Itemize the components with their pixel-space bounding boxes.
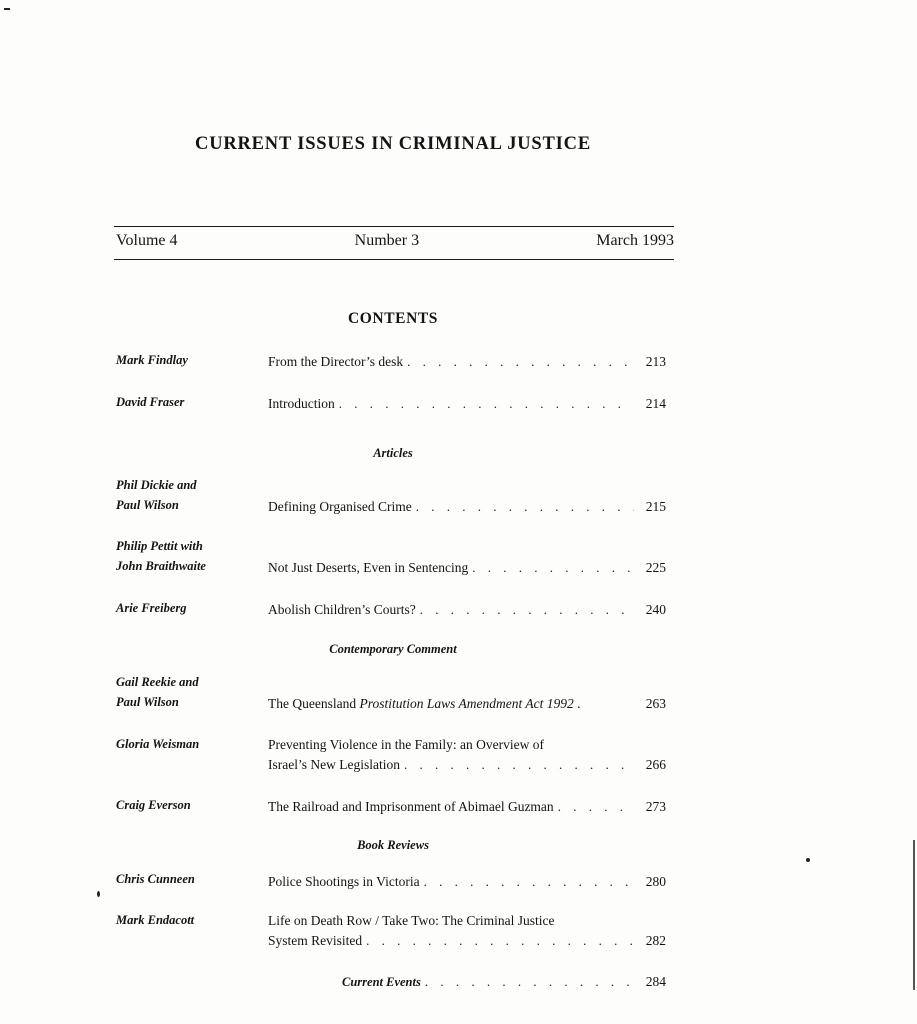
current-events-page: 284 [645, 974, 666, 989]
author-david-fraser: David Fraser [116, 395, 185, 409]
author-line: Philip Pettit with [116, 539, 203, 553]
journal-title: CURRENT ISSUES IN CRIMINAL JUSTICE [195, 134, 591, 154]
entry-page: 273 [645, 799, 666, 814]
entry-page: 215 [645, 499, 666, 514]
section-heading-book-reviews: Book Reviews [357, 838, 429, 852]
contents-heading: CONTENTS [347, 310, 439, 327]
toc-entry [268, 394, 666, 414]
author-line: Phil Dickie and [116, 478, 197, 492]
author-chris-cunneen: Chris Cunneen [116, 872, 195, 886]
scan-speck [97, 891, 100, 897]
entry-page: 225 [645, 560, 666, 575]
entry-title-line: Life on Death Row / Take Two: The Criminal Justice [268, 913, 555, 928]
scan-speck [806, 858, 810, 862]
entry-title: Introduction [268, 396, 335, 411]
toc-entry [268, 497, 666, 517]
entry-page: 266 [645, 757, 666, 772]
entry-title: From the Director’s desk [268, 354, 404, 369]
toc-entry [268, 735, 666, 775]
toc-entry [268, 558, 666, 578]
scan-edge-mark [913, 840, 915, 990]
current-events-label: Current Events [342, 975, 421, 989]
author-gloria-weisman: Gloria Weisman [116, 737, 200, 751]
leader-dots [339, 394, 634, 414]
leader-dots [424, 872, 634, 892]
author-line: Gail Reekie and [116, 675, 199, 689]
entry-title: Abolish Children’s Courts? [268, 602, 416, 617]
entry-title: Defining Organised Crime [268, 499, 412, 514]
leader-dots [558, 797, 634, 817]
toc-entry [268, 600, 666, 620]
leader-dots [407, 352, 634, 372]
header-top-rule [114, 226, 674, 227]
current-events-entry [342, 972, 666, 992]
author-line: John Braithwaite [116, 559, 206, 573]
author-line: Paul Wilson [116, 498, 179, 512]
section-heading-contemporary-comment: Contemporary Comment [329, 642, 457, 656]
author-craig-everson: Craig Everson [116, 798, 191, 812]
entry-title-prefix: The Queensland [268, 696, 360, 711]
entry-page: 240 [645, 602, 666, 617]
issue-number-label: Number 3 [354, 232, 420, 249]
toc-entry [268, 911, 666, 951]
author-arie-freiberg: Arie Freiberg [116, 601, 187, 615]
author-reekie-wilson [116, 672, 199, 712]
header-bottom-rule [114, 259, 674, 260]
entry-title-line: System Revisited [268, 933, 363, 948]
toc-entry [268, 352, 666, 372]
entry-page: 280 [645, 874, 666, 889]
entry-title: Police Shootings in Victoria [268, 874, 420, 889]
section-heading-articles: Articles [373, 446, 413, 460]
author-mark-findlay: Mark Findlay [116, 353, 188, 367]
entry-page: 213 [645, 354, 666, 369]
author-pettit-braithwaite [116, 536, 206, 576]
entry-title-suffix: . [573, 696, 581, 711]
entry-title [268, 694, 580, 714]
entry-page: 214 [645, 396, 666, 411]
leader-dots [420, 600, 634, 620]
toc-entry [268, 694, 666, 714]
toc-entry [268, 797, 666, 817]
leader-dots [404, 755, 634, 775]
leader-dots [366, 931, 634, 951]
author-dickie-wilson [116, 475, 197, 515]
issue-info-row [116, 232, 674, 250]
scan-speck [4, 8, 10, 10]
entry-title-line: Israel’s New Legislation [268, 757, 400, 772]
author-mark-endacott: Mark Endacott [116, 913, 195, 927]
leader-dots [425, 972, 634, 992]
toc-entry [268, 872, 666, 892]
leader-dots [416, 497, 634, 517]
volume-label: Volume 4 [116, 232, 178, 249]
entry-page: 282 [645, 933, 666, 948]
entry-title: Not Just Deserts, Even in Sentencing [268, 560, 469, 575]
entry-title-line: Preventing Violence in the Family: an Overview of [268, 737, 544, 752]
issue-date-label: March 1993 [596, 232, 674, 249]
author-line: Paul Wilson [116, 695, 179, 709]
entry-title: The Railroad and Imprisonment of Abimael Guzman [268, 799, 554, 814]
leader-dots [472, 558, 634, 578]
entry-title-italic: Prostitution Laws Amendment Act 1992 [359, 696, 574, 711]
entry-page: 263 [645, 696, 666, 711]
